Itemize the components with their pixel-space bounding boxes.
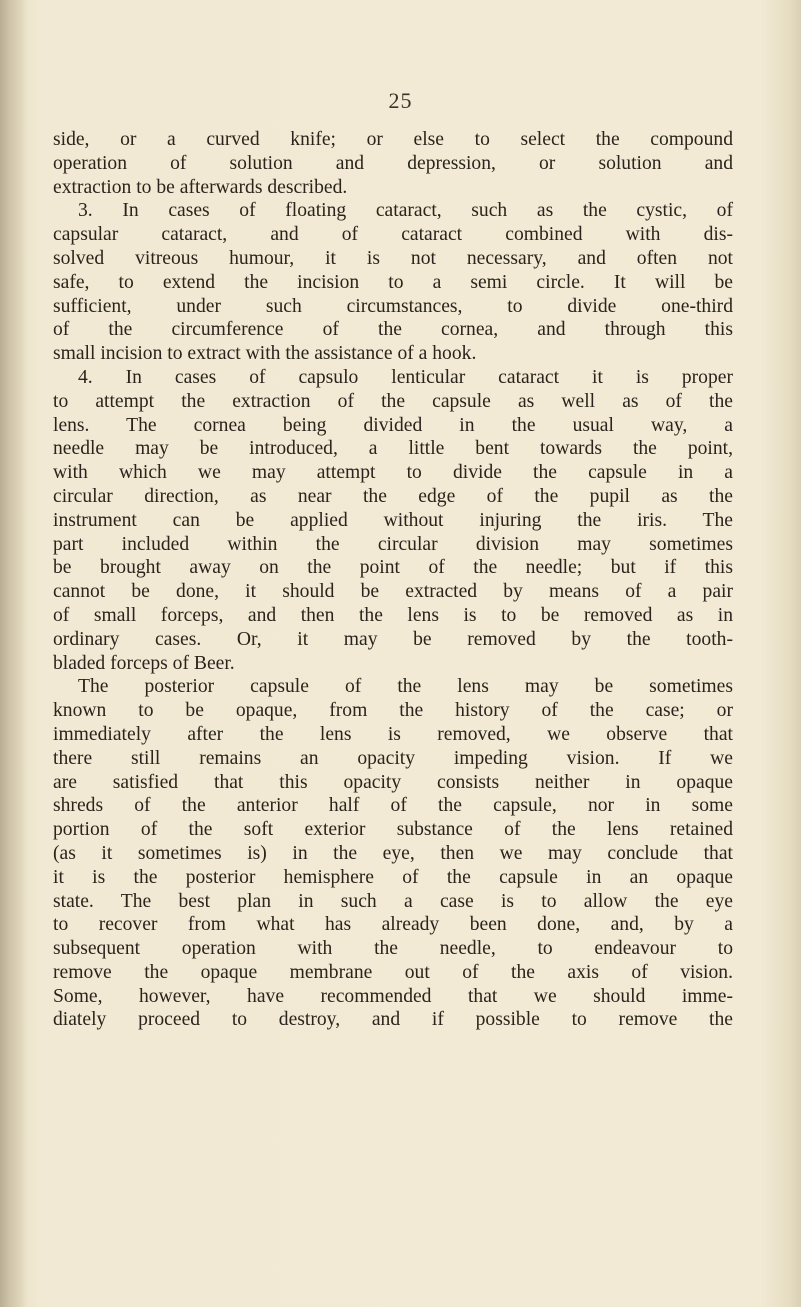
text-line: needle may be introduced, a little bent towards the point, xyxy=(53,438,733,460)
text-line: operation of solution and depression, or solution and xyxy=(53,152,733,174)
text-line: ordinary cases. Or, it may be removed by the tooth- xyxy=(53,628,733,650)
text-line: portion of the soft exterior substance of the lens retained xyxy=(53,819,733,841)
text-line: bladed forceps of Beer. xyxy=(53,652,235,674)
text-line: known to be opaque, from the history of the case; or xyxy=(53,700,733,722)
text-line: part included within the circular division may sometimes xyxy=(53,533,733,555)
text-line: are satisfied that this opacity consists neither in opaque xyxy=(53,771,733,793)
text-line: to recover from what has already been done, and, by a xyxy=(53,914,733,936)
text-line: there still remains an opacity impeding vision. If we xyxy=(53,747,733,769)
text-line: extraction to be afterwards described. xyxy=(53,176,348,198)
text-line: 4. In cases of capsulo lenticular cataract it is proper xyxy=(78,366,733,388)
text-line: Some, however, have recommended that we should imme- xyxy=(53,985,733,1007)
text-line: state. The best plan in such a case is to allow the eye xyxy=(53,890,733,912)
text-line: lens. The cornea being divided in the usual way, a xyxy=(53,414,733,436)
text-line: circular direction, as near the edge of the pupil as the xyxy=(53,485,733,507)
text-line: with which we may attempt to divide the capsule in a xyxy=(53,462,733,484)
body-text xyxy=(53,128,733,1032)
text-line: small incision to extract with the assistance of a hook. xyxy=(53,343,477,365)
text-line: solved vitreous humour, it is not necessary, and often not xyxy=(53,247,733,269)
text-line: capsular cataract, and of cataract combined with dis- xyxy=(53,224,733,246)
page-binding-shadow xyxy=(0,0,28,1307)
text-line: of small forceps, and then the lens is to be removed as in xyxy=(53,604,733,626)
text-line: side, or a curved knife; or else to select the compound xyxy=(53,129,733,150)
text-line: be brought away on the point of the needle; but if this xyxy=(53,557,733,579)
text-line: sufficient, under such circumstances, to divide one-third xyxy=(53,295,733,317)
text-line: remove the opaque membrane out of the axis of vision. xyxy=(53,961,733,983)
text-line: shreds of the anterior half of the capsule, nor in some xyxy=(53,795,733,817)
text-line: immediately after the lens is removed, we observe that xyxy=(53,723,733,745)
text-line: 3. In cases of floating cataract, such as the cystic, of xyxy=(78,200,733,222)
text-line: to attempt the extraction of the capsule as well as of the xyxy=(53,390,733,412)
text-line: safe, to extend the incision to a semi circle. It will be xyxy=(53,271,733,293)
text-line: subsequent operation with the needle, to endeavour to xyxy=(53,938,733,960)
text-line: (as it sometimes is) in the eye, then we may conclude that xyxy=(53,842,733,864)
text-line: The posterior capsule of the lens may be sometimes xyxy=(78,676,733,698)
text-line: instrument can be applied without injuring the iris. The xyxy=(53,509,733,531)
text-line: it is the posterior hemisphere of the capsule in an opaque xyxy=(53,866,733,888)
text-line: diately proceed to destroy, and if possible to remove the xyxy=(53,1009,733,1031)
page-number: 25 xyxy=(388,88,413,113)
text-line: cannot be done, it should be extracted by means of a pair xyxy=(53,581,733,603)
text-line: of the circumference of the cornea, and through this xyxy=(53,319,733,341)
